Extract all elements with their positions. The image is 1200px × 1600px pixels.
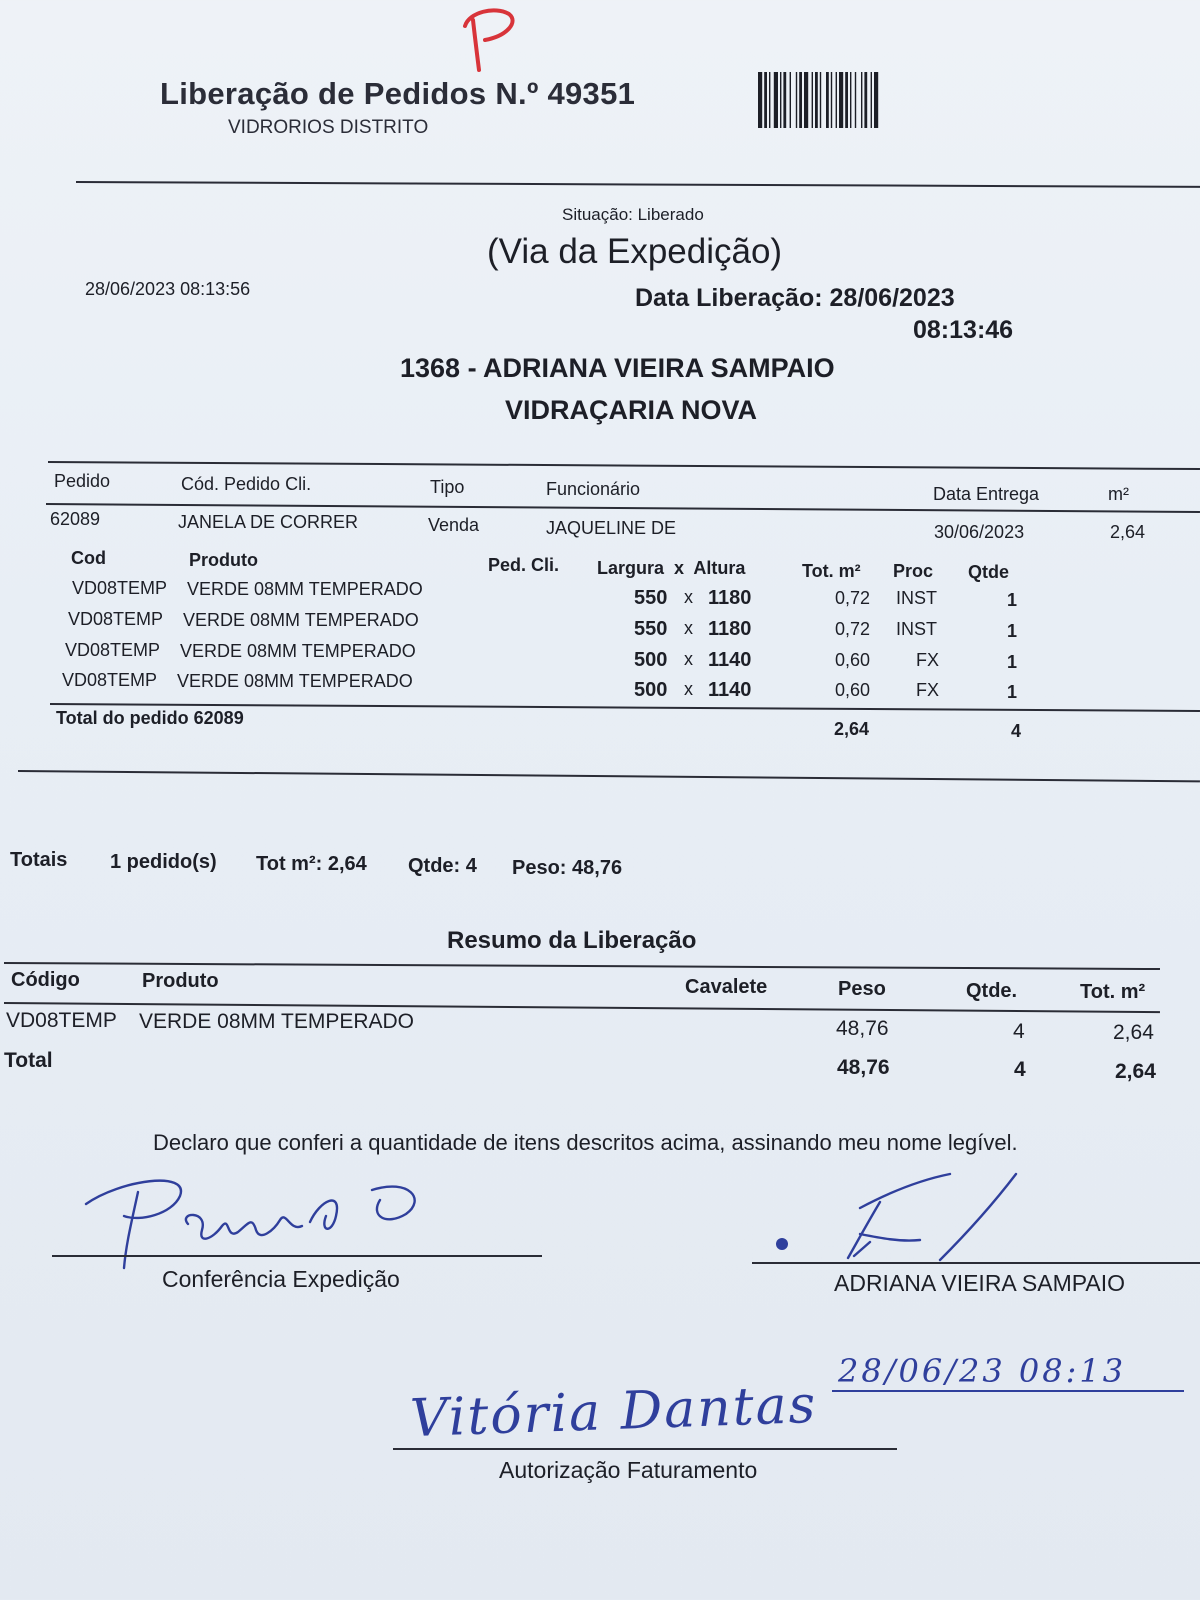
resumo-top-rule [4, 962, 1160, 970]
barcode-bar [764, 72, 767, 128]
barcode-bar [864, 72, 867, 128]
col-qtde: Qtde [968, 562, 1010, 582]
barcode-bar [815, 72, 818, 128]
barcode-bar [839, 72, 843, 128]
barcode-bar [796, 72, 797, 128]
barcode-bar [845, 72, 848, 128]
order-employee: JAQUELINE DE [546, 518, 677, 538]
resumo-tot-m2: 2,64 [1113, 1021, 1154, 1044]
resumo-title: Resumo da Liberação [447, 927, 697, 954]
item-altura: 1140 [708, 679, 752, 701]
conferencia-caption: Conferência Expedição [162, 1266, 400, 1292]
item-proc: INST [896, 619, 938, 639]
resumo-total-label: Total [4, 1049, 53, 1072]
order-total-label: Total do pedido 62089 [56, 708, 244, 728]
totals-pedidos: 1 pedido(s) [110, 851, 217, 873]
resumo-col-peso: Peso [838, 978, 886, 1000]
client-company: VIDRAÇARIA NOVA [505, 395, 758, 425]
col-cod: Cod [71, 548, 106, 568]
item-produto: VERDE 08MM TEMPERADO [187, 579, 423, 599]
totals-peso: Peso: 48,76 [512, 857, 623, 879]
order-client-code: JANELA DE CORRER [178, 512, 359, 532]
col-m2: m² [1108, 484, 1129, 504]
col-produto: Produto [189, 550, 258, 570]
col-tipo: Tipo [430, 477, 465, 497]
order-delivery-date: 30/06/2023 [934, 522, 1025, 542]
barcode-bar [769, 72, 770, 128]
data-liberacao: Data Liberação: 28/06/2023 [635, 284, 955, 312]
col-largura-altura: Largura x Altura [597, 558, 746, 578]
client-name: 1368 - ADRIANA VIEIRA SAMPAIO [400, 353, 835, 383]
barcode-bar [790, 72, 791, 128]
resumo-qtde: 4 [1013, 1020, 1025, 1043]
item-altura: 1180 [708, 587, 752, 609]
item-qtde: 1 [1007, 652, 1018, 672]
item-produto: VERDE 08MM TEMPERADO [177, 671, 413, 691]
barcode-bar [861, 72, 862, 128]
col-proc: Proc [893, 561, 934, 581]
barcode-bar [836, 72, 837, 128]
item-largura: 500 [634, 679, 668, 701]
item-cod: VD08TEMP [62, 670, 158, 690]
item-produto: VERDE 08MM TEMPERADO [180, 641, 416, 661]
item-tot-m2: 0,60 [835, 650, 871, 670]
barcode-bar [855, 72, 856, 128]
cliente-caption: ADRIANA VIEIRA SAMPAIO [834, 1270, 1125, 1296]
item-times: x [684, 649, 693, 669]
item-proc: INST [896, 588, 938, 608]
item-proc: FX [916, 650, 940, 670]
barcode-bar [826, 72, 829, 128]
barcode-bar [850, 72, 851, 128]
situacao-status: Situação: Liberado [562, 205, 704, 224]
col-ped-cli: Ped. Cli. [488, 555, 560, 575]
resumo-peso: 48,76 [836, 1017, 889, 1040]
item-tot-m2: 0,72 [835, 588, 871, 608]
totals-label: Totais [10, 849, 68, 871]
barcode-bar [774, 72, 778, 128]
printed-timestamp: 28/06/2023 08:13:56 [85, 279, 251, 299]
resumo-codigo: VD08TEMP [6, 1009, 117, 1032]
barcode-bar [831, 72, 832, 128]
item-altura: 1140 [708, 649, 752, 671]
item-qtde: 1 [1007, 590, 1018, 610]
item-qtde: 1 [1007, 682, 1018, 702]
resumo-col-qtde: Qtde. [966, 980, 1018, 1002]
item-times: x [684, 679, 693, 699]
col-pedido: Pedido [54, 471, 111, 491]
header-divider [76, 181, 1200, 188]
item-largura: 550 [634, 618, 668, 640]
item-times: x [684, 587, 693, 607]
order-type: Venda [428, 515, 480, 535]
col-cod-pedido-cli: Cód. Pedido Cli. [181, 474, 312, 494]
barcode-bar [874, 72, 878, 128]
col-data-entrega: Data Entrega [933, 484, 1040, 504]
company-name: VIDRORIOS DISTRITO [228, 117, 429, 138]
item-times: x [684, 618, 693, 638]
autorizacao-signature: Vitória Dantas [409, 1374, 819, 1450]
order-m2: 2,64 [1110, 522, 1146, 542]
resumo-col-codigo: Código [11, 969, 80, 991]
autorizacao-line [393, 1448, 897, 1450]
item-cod: VD08TEMP [65, 640, 161, 660]
item-largura: 500 [634, 649, 668, 671]
conferencia-signature [80, 1170, 440, 1280]
order-total-qtde: 4 [1011, 721, 1022, 741]
barcode-image [758, 72, 958, 128]
barcode-bar [799, 72, 802, 128]
conferencia-line [52, 1255, 542, 1257]
autorizacao-caption: Autorização Faturamento [499, 1457, 758, 1483]
barcode-bar [820, 72, 821, 128]
resumo-total-tot-m2: 2,64 [1115, 1060, 1156, 1083]
resumo-col-cavalete: Cavalete [685, 976, 768, 998]
resumo-produto: VERDE 08MM TEMPERADO [139, 1010, 414, 1033]
barcode-bar [758, 72, 762, 128]
barcode-bar [812, 72, 813, 128]
resumo-total-qtde: 4 [1014, 1058, 1026, 1081]
item-produto: VERDE 08MM TEMPERADO [183, 610, 419, 630]
resumo-col-produto: Produto [142, 970, 219, 992]
order-total-m2: 2,64 [834, 719, 870, 739]
resumo-total-peso: 48,76 [837, 1056, 890, 1079]
handwritten-p-mark [455, 2, 525, 74]
item-tot-m2: 0,60 [835, 680, 871, 700]
item-qtde: 1 [1007, 621, 1018, 641]
barcode-bar [871, 72, 872, 128]
totals-m2: Tot m²: 2,64 [256, 853, 367, 875]
document-title: Liberação de Pedidos N.º 49351 [160, 76, 636, 111]
totals-qtde: Qtde: 4 [408, 855, 477, 877]
declaration-text: Declaro que conferi a quantidade de itens descritos acima, assinando meu nome legível. [153, 1130, 1018, 1155]
barcode-bar [804, 72, 808, 128]
order-number: 62089 [50, 509, 101, 529]
section-divider [18, 770, 1200, 782]
table-top-rule [48, 461, 1200, 470]
cliente-line [752, 1262, 1200, 1264]
item-proc: FX [916, 680, 940, 700]
item-tot-m2: 0,72 [835, 619, 871, 639]
data-liberacao-time: 08:13:46 [913, 316, 1014, 344]
resumo-col-tot-m2: Tot. m² [1080, 981, 1146, 1003]
via-label: (Via da Expedição) [487, 232, 783, 271]
col-funcionario: Funcionário [546, 479, 641, 499]
handwritten-date-underline [832, 1390, 1184, 1392]
barcode-bar [780, 72, 781, 128]
item-altura: 1180 [708, 618, 752, 640]
item-cod: VD08TEMP [68, 609, 164, 629]
barcode-bar [783, 72, 786, 128]
item-cod: VD08TEMP [72, 578, 168, 598]
col-tot-m2: Tot. m² [802, 561, 861, 581]
cliente-signature [760, 1168, 1040, 1268]
item-largura: 550 [634, 587, 668, 609]
handwritten-date: 28/06/23 08:13 [838, 1352, 1127, 1390]
